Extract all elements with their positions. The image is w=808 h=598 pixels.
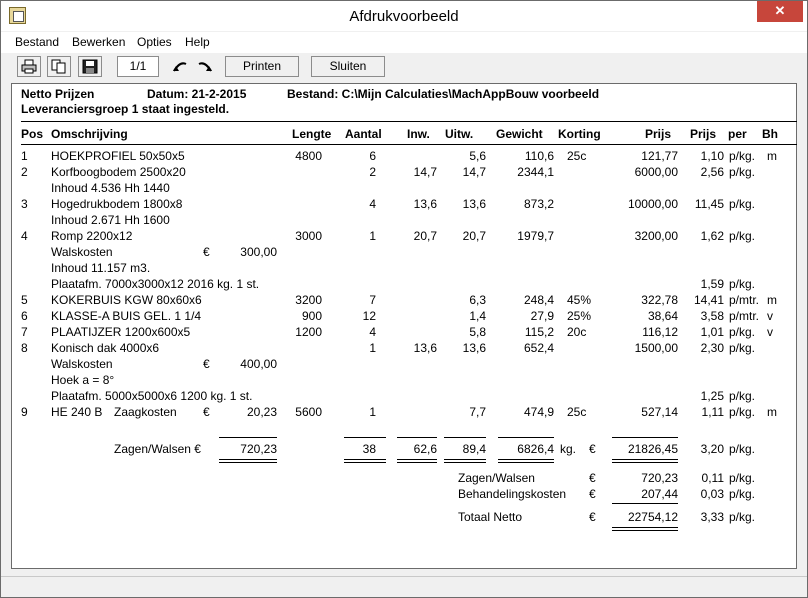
row-11-len: 1200 <box>295 325 322 339</box>
summary-unit-price-0: 0,11 <box>701 471 724 485</box>
summary-label-0: Zagen/Walsen <box>458 471 535 485</box>
title-bar[interactable] <box>1 1 807 31</box>
row-6-currency: € <box>203 245 210 259</box>
row-5-uitw: 20,7 <box>462 229 486 243</box>
row-5-per: p/kg. <box>729 229 756 243</box>
row-0-price: 121,77 <box>641 149 678 163</box>
row-1-uitw: 14,7 <box>462 165 486 179</box>
inw-double-underline <box>397 459 437 460</box>
row-1-qty: 2 <box>369 165 376 179</box>
row-11-qty: 4 <box>369 325 376 339</box>
row-12-per: p/kg. <box>729 341 756 355</box>
row-3-qty: 4 <box>369 197 376 211</box>
row-5-pos: 4 <box>21 229 28 243</box>
amount-double-underline-2 <box>219 462 277 463</box>
row-9-unit-price: 14,41 <box>693 293 724 307</box>
uitw-double-underline <box>444 459 486 460</box>
row-3-uitw: 13,6 <box>462 197 486 211</box>
amount-underline <box>219 437 277 438</box>
summary-underline <box>612 503 678 504</box>
row-16-price: 527,14 <box>641 405 678 419</box>
summary-per-1: p/kg. <box>729 487 756 501</box>
menu-bewerken[interactable]: Bewerken <box>72 35 126 49</box>
totals-qty: 38 <box>362 442 376 456</box>
row-10-uitw: 1,4 <box>469 309 486 323</box>
close-window-button[interactable]: ✕ <box>757 1 803 22</box>
totals-amount: 720,23 <box>240 442 277 456</box>
totals-label: Zagen/Walsen € <box>114 442 201 456</box>
menu-bestand[interactable]: Bestand <box>15 35 60 49</box>
row-3-desc: Hogedrukbodem 1800x8 <box>51 197 183 211</box>
row-5-desc: Romp 2200x12 <box>51 229 133 243</box>
inw-underline <box>397 437 437 438</box>
summary-per-2: p/kg. <box>729 510 756 524</box>
row-4-desc: Inhoud 2.671 Hh 1600 <box>51 213 170 227</box>
page-indicator: 1/1 <box>117 56 159 77</box>
row-12-weight: 652,4 <box>523 341 554 355</box>
price-double-underline-2 <box>612 462 678 463</box>
row-1-weight: 2344,1 <box>517 165 554 179</box>
row-0-desc: HOEKPROFIEL 50x50x5 <box>51 149 185 163</box>
row-8-desc: Plaatafm. 7000x3000x12 2016 kg. 1 st. <box>51 277 260 291</box>
weight-double-underline-2 <box>498 462 554 463</box>
row-0-bh: m <box>767 149 777 163</box>
row-1-price: 6000,00 <box>634 165 678 179</box>
summary-currency-1: € <box>589 487 596 501</box>
row-6-amount: 300,00 <box>240 245 277 259</box>
row-10-pos: 6 <box>21 309 28 323</box>
row-1-desc: Korfboogbodem 2500x20 <box>51 165 186 179</box>
row-16-per: p/kg. <box>729 405 756 419</box>
row-5-len: 3000 <box>295 229 322 243</box>
row-15-per: p/kg. <box>729 389 756 403</box>
row-0-disc: 25c <box>567 149 587 163</box>
summary-per-0: p/kg. <box>729 471 756 485</box>
summary-unit-price-2: 3,33 <box>700 510 724 524</box>
row-7-desc: Inhoud 11.157 m3. <box>51 261 151 275</box>
status-bar <box>1 576 807 597</box>
print-button[interactable]: Printen <box>225 56 299 77</box>
header-separator <box>21 121 797 122</box>
totals-inw: 62,6 <box>413 442 437 456</box>
copy-icon-button[interactable] <box>47 56 71 77</box>
amount-double-underline <box>219 459 277 460</box>
weight-double-underline <box>498 459 554 460</box>
row-16-bh: m <box>767 405 777 419</box>
row-12-qty: 1 <box>369 341 376 355</box>
row-1-pos: 2 <box>21 165 28 179</box>
row-13-currency: € <box>203 357 210 371</box>
price-double-underline <box>612 459 678 460</box>
row-10-weight: 27,9 <box>530 309 554 323</box>
row-3-pos: 3 <box>21 197 28 211</box>
uitw-underline <box>444 437 486 438</box>
col-pos: Pos <box>21 127 44 141</box>
grand-total-double-underline <box>612 527 678 528</box>
row-12-desc: Konisch dak 4000x6 <box>51 341 160 355</box>
summary-amount-1: 207,44 <box>641 487 678 501</box>
row-9-disc: 45% <box>567 293 592 307</box>
summary-amount-2: 22754,12 <box>627 510 678 524</box>
row-13-amount: 400,00 <box>240 357 277 371</box>
row-0-len: 4800 <box>295 149 322 163</box>
row-3-per: p/kg. <box>729 197 756 211</box>
row-0-uitw: 5,6 <box>469 149 486 163</box>
row-14-desc: Hoek a = 8° <box>51 373 115 387</box>
menu-bar <box>1 32 807 53</box>
row-15-desc: Plaatafm. 5000x5000x6 1200 kg. 1 st. <box>51 389 253 403</box>
totals-weight: 6826,4 <box>517 442 554 456</box>
row-16-weight: 474,9 <box>523 405 554 419</box>
col-price: Prijs <box>645 127 672 141</box>
row-11-pos: 7 <box>21 325 28 339</box>
row-3-weight: 873,2 <box>523 197 554 211</box>
col-bh: Bh <box>762 127 778 141</box>
row-16-disc: 25c <box>567 405 587 419</box>
row-1-per: p/kg. <box>729 165 756 179</box>
row-10-qty: 12 <box>362 309 376 323</box>
print-icon-button[interactable] <box>17 56 41 77</box>
row-11-desc: PLAATIJZER 1200x600x5 <box>51 325 191 339</box>
qty-double-underline <box>344 459 386 460</box>
qty-double-underline-2 <box>344 462 386 463</box>
row-16-desc: HE 240 B <box>51 405 103 419</box>
row-11-uitw: 5,8 <box>469 325 486 339</box>
row-11-per: p/kg. <box>729 325 756 339</box>
totals-per: p/kg. <box>729 442 756 456</box>
row-10-desc: KLASSE-A BUIS GEL. 1 1/4 <box>51 309 202 323</box>
summary-currency-2: € <box>589 510 596 524</box>
summary-currency-0: € <box>589 471 596 485</box>
col-disc: Korting <box>558 127 601 141</box>
menu-opties[interactable]: Opties <box>137 35 172 49</box>
row-16-currency: € <box>203 405 210 419</box>
floppy-disk-icon <box>82 59 98 74</box>
report-note: Leveranciersgroep 1 staat ingesteld. <box>21 102 230 116</box>
totals-currency: € <box>589 442 596 456</box>
row-9-weight: 248,4 <box>523 293 554 307</box>
row-12-inw: 13,6 <box>413 341 437 355</box>
row-9-bh: m <box>767 293 777 307</box>
row-9-per: p/mtr. <box>729 293 760 307</box>
row-1-unit-price: 2,56 <box>700 165 724 179</box>
printer-icon <box>21 59 37 74</box>
row-3-price: 10000,00 <box>627 197 678 211</box>
toolbar <box>1 53 807 80</box>
row-10-unit-price: 3,58 <box>700 309 724 323</box>
copy-icon <box>51 59 67 74</box>
previous-page-button[interactable] <box>169 56 191 77</box>
totals-price: 21826,45 <box>627 442 678 456</box>
row-11-unit-price: 1,01 <box>700 325 724 339</box>
row-5-weight: 1979,7 <box>517 229 554 243</box>
row-16-pos: 9 <box>21 405 28 419</box>
summary-amount-0: 720,23 <box>641 471 678 485</box>
row-9-desc: KOKERBUIS KGW 80x60x6 <box>51 293 202 307</box>
summary-label-2: Totaal Netto <box>458 510 523 524</box>
row-8-unit-price: 1,59 <box>700 277 724 291</box>
row-3-unit-price: 11,45 <box>694 197 724 211</box>
qty-underline <box>344 437 386 438</box>
row-5-unit-price: 1,62 <box>700 229 724 243</box>
row-9-len: 3200 <box>295 293 322 307</box>
uitw-double-underline-2 <box>444 462 486 463</box>
row-9-qty: 7 <box>369 293 376 307</box>
row-16-amount: 20,23 <box>246 405 277 419</box>
row-5-inw: 20,7 <box>413 229 437 243</box>
grand-total-double-underline-2 <box>612 530 678 531</box>
row-11-disc: 20c <box>567 325 587 339</box>
row-10-len: 900 <box>301 309 322 323</box>
weight-underline <box>498 437 554 438</box>
row-10-price: 38,64 <box>647 309 678 323</box>
row-16-qty: 1 <box>369 405 376 419</box>
summary-unit-price-1: 0,03 <box>700 487 724 501</box>
col-len: Lengte <box>292 127 332 141</box>
summary-label-1: Behandelingskosten <box>458 487 567 501</box>
row-12-unit-price: 2,30 <box>700 341 724 355</box>
row-9-uitw: 6,3 <box>469 293 486 307</box>
row-13-desc: Walskosten <box>51 357 113 371</box>
row-16-unit-price: 1,11 <box>701 405 724 419</box>
window-title: Afdrukvoorbeeld <box>349 8 459 25</box>
row-12-uitw: 13,6 <box>462 341 486 355</box>
col-weight: Gewicht <box>496 127 543 141</box>
row-10-bh: v <box>767 309 773 323</box>
row-12-price: 1500,00 <box>634 341 678 355</box>
row-2-desc: Inhoud 4.536 Hh 1440 <box>51 181 170 195</box>
report-title: Netto Prijzen <box>21 87 95 101</box>
row-0-per: p/kg. <box>729 149 756 163</box>
row-10-disc: 25% <box>567 309 592 323</box>
row-10-per: p/mtr. <box>729 309 760 323</box>
columns-separator <box>21 144 797 145</box>
inw-double-underline-2 <box>397 462 437 463</box>
totals-weight-unit: kg. <box>560 442 577 456</box>
menu-help[interactable]: Help <box>185 35 210 49</box>
totals-uitw: 89,4 <box>462 442 486 456</box>
col-inw: Inw. <box>407 127 430 141</box>
row-9-pos: 5 <box>21 293 28 307</box>
report-file: Bestand: C:\Mijn Calculaties\MachAppBouw voorbeeld <box>287 87 600 101</box>
col-qty: Aantal <box>345 127 382 141</box>
close-button[interactable]: Sluiten <box>311 56 385 77</box>
col-uitw: Uitw. <box>445 127 474 141</box>
row-16-uitw: 7,7 <box>469 405 486 419</box>
next-page-button[interactable] <box>194 56 216 77</box>
col-per: per <box>728 127 747 141</box>
col-desc: Omschrijving <box>51 127 128 141</box>
row-0-pos: 1 <box>21 149 28 163</box>
row-1-inw: 14,7 <box>413 165 437 179</box>
row-6-desc: Walskosten <box>51 245 113 259</box>
report-date: Datum: 21-2-2015 <box>147 87 247 101</box>
row-8-per: p/kg. <box>729 277 756 291</box>
row-9-price: 322,78 <box>641 293 678 307</box>
page-forward-icon <box>196 59 214 74</box>
row-5-price: 3200,00 <box>634 229 678 243</box>
price-underline <box>612 437 678 438</box>
row-11-weight: 115,2 <box>524 325 554 339</box>
row-15-unit-price: 1,25 <box>700 389 724 403</box>
row-12-pos: 8 <box>21 341 28 355</box>
row-5-qty: 1 <box>369 229 376 243</box>
row-0-unit-price: 1,10 <box>700 149 724 163</box>
row-11-bh: v <box>767 325 773 339</box>
totals-unit-price: 3,20 <box>700 442 724 456</box>
save-icon-button[interactable] <box>78 56 102 77</box>
row-0-weight: 110,6 <box>524 149 554 163</box>
print-preview-page <box>11 83 797 569</box>
col-unit-price: Prijs <box>690 127 717 141</box>
page-back-icon <box>171 59 189 74</box>
row-3-inw: 13,6 <box>413 197 437 211</box>
row-11-price: 116,12 <box>642 325 678 339</box>
row-16-len: 5600 <box>295 405 322 419</box>
row-0-qty: 6 <box>369 149 376 163</box>
row-16-extra: Zaagkosten <box>114 405 177 419</box>
